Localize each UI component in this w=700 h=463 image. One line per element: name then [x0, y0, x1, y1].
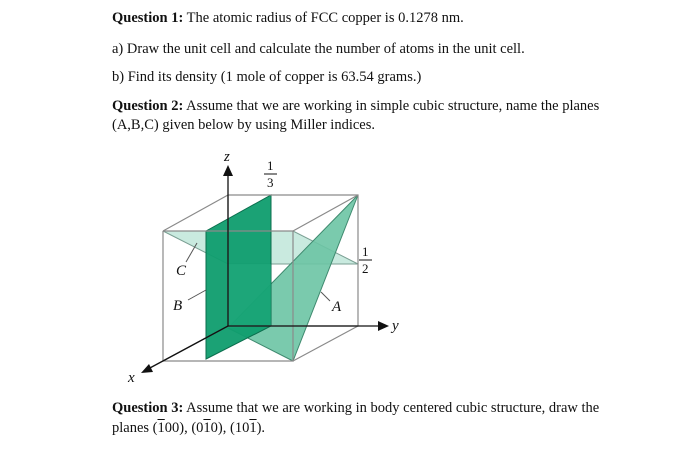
- question-2-text-line1: Assume that we are working in simple cubic structure, name the planes: [186, 98, 600, 114]
- axis-x-label: x: [128, 370, 135, 386]
- axis-z-label: z: [224, 149, 230, 165]
- frac-one-third-denominator: 3: [267, 175, 274, 190]
- planes-prefix: planes (: [112, 420, 158, 436]
- plane-1-bar-digit: 1: [157, 420, 165, 436]
- frac-one-third-numerator: 1: [267, 158, 274, 173]
- planes-suffix: ).: [256, 420, 266, 436]
- plane-3-bar-digit: 1: [249, 420, 257, 436]
- plane-a-label: A: [332, 299, 342, 315]
- frac-one-half-denominator: 2: [362, 261, 369, 276]
- frac-one-half-numerator: 1: [362, 244, 369, 259]
- plane-b-label: B: [173, 298, 183, 314]
- question-3: [112, 400, 599, 417]
- z-axis-arrow: [223, 165, 233, 176]
- question-1-heading: Question 1:: [112, 10, 184, 26]
- plane-c-label: C: [176, 263, 187, 279]
- x-axis-arrow: [141, 364, 153, 373]
- question-3-text-line1: Assume that we are working in body centered cubic structure, draw the: [186, 400, 600, 416]
- question-3-heading: Question 3:: [112, 400, 184, 416]
- question-3-planes: [112, 420, 265, 437]
- plane-b-overlap: [228, 264, 271, 328]
- y-axis-arrow: [378, 321, 389, 331]
- plane-2-rest: 0), (10: [210, 420, 250, 436]
- plane-2-bar-digit: 1: [203, 420, 211, 436]
- question-1-part-a: a) Draw the unit cell and calculate the number of atoms in the unit cell.: [112, 41, 525, 57]
- plane-1-rest: 00), (0: [164, 420, 204, 436]
- plane-b-leader: [188, 290, 206, 300]
- question-2-text-line2: (A,B,C) given below by using Miller indices.: [112, 117, 375, 133]
- axis-y-label: y: [392, 318, 399, 334]
- plane-a-leader: [321, 292, 330, 301]
- question-2-heading: Question 2:: [112, 98, 184, 114]
- question-1-part-b: b) Find its density (1 mole of copper is 63.54 grams.): [112, 69, 422, 85]
- question-1-text: The atomic radius of FCC copper is 0.1278 nm.: [186, 10, 464, 26]
